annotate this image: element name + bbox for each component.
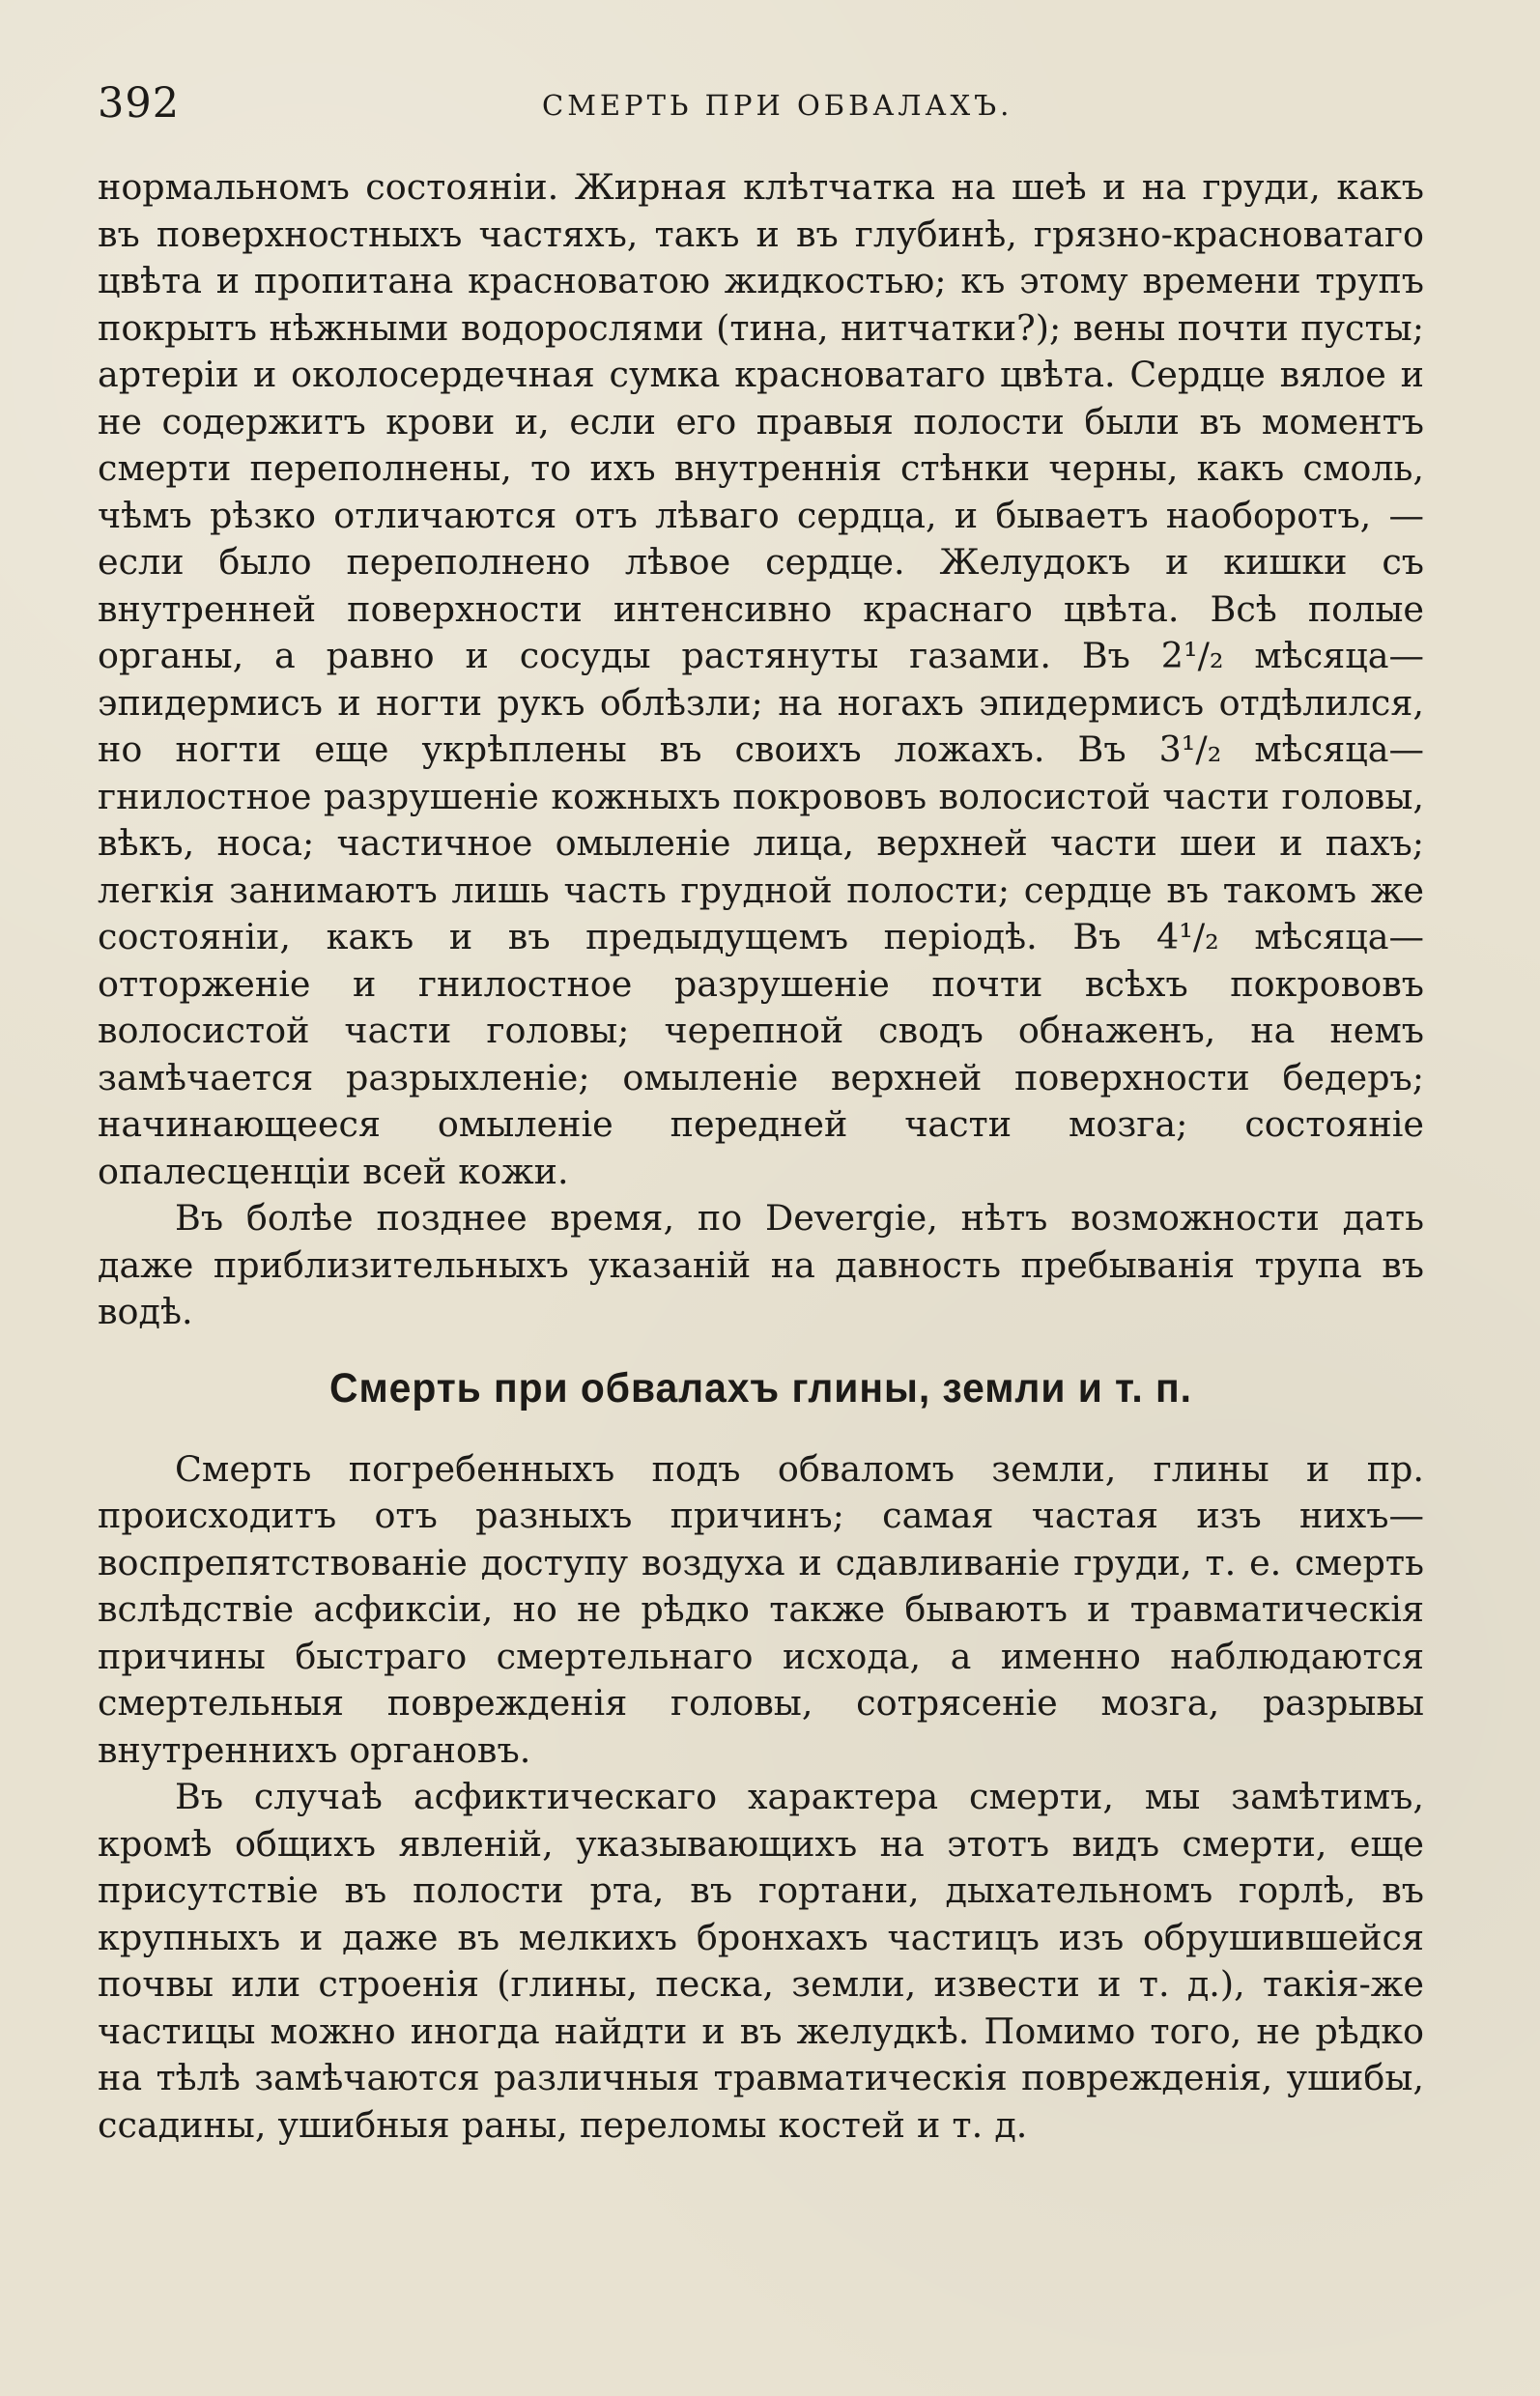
- page-number: 392: [98, 79, 181, 128]
- body-paragraph-causes: Смерть погребенныхъ подъ обваломъ земли, глины и пр. происходитъ отъ разныхъ причинъ; самая частая изъ нихъ—воспрепятствованіе доступу воздуха и сдавливаніе груди, т. е. смерть вслѣдствіе асфиксіи, но не рѣдко также бываютъ и травматическія причины быстраго смертельнаго исхода, а именно наблюдаются смертельныя поврежденія головы, сотрясеніе мозга, разрывы внутреннихъ органовъ.: [98, 1447, 1424, 1771]
- body-paragraph-devergie: Въ болѣе позднее время, по Devergie, нѣтъ возможности дать даже приблизительныхъ указаній на давность пребыванія трупа въ водѣ.: [98, 1197, 1424, 1332]
- page-content: [98, 164, 1424, 2149]
- running-head: СМЕРТЬ ПРИ ОБВАЛАХЪ.: [542, 89, 1013, 122]
- page-header: [98, 79, 1440, 137]
- body-paragraph-continued: нормальномъ состояніи. Жирная клѣтчатка на шеѣ и на груди, какъ въ поверхностныхъ частяхъ, такъ и въ глубинѣ, грязно-красноватаго цвѣта и пропитана красноватою жидкостью; къ этому времени трупъ покрытъ нѣжными водорослями (тина, нитчатки?); вены почти пусты; артеріи и околосердечная сумка красноватаго цвѣта. Сердце вялое и не содержитъ крови и, если его правыя полости были въ моментъ смерти переполнены, то ихъ внутреннія стѣнки черны, какъ смоль, чѣмъ рѣзко отличаются отъ лѣваго сердца, и бываетъ наоборотъ, — если было переполнено лѣвое сердце. Желудокъ и кишки съ внутренней поверхности интенсивно краснаго цвѣта. Всѣ полые органы, а равно и сосуды растянуты газами. Въ 2¹/₂ мѣсяца—эпидермисъ и ногти рукъ облѣзли; на ногахъ эпидермисъ отдѣлился, но ногти еще укрѣплены въ своихъ ложахъ. Въ 3¹/₂ мѣсяца—гнилостное разрушеніе кожныхъ покрововъ волосистой части головы, вѣкъ, носа; частичное омыленіе лица, верхней части шеи и пахъ; легкія занимаютъ лишь часть грудной полости; сердце въ такомъ же состояніи, какъ и въ предыдущемъ періодѣ. Въ 4¹/₂ мѣсяца—отторженіе и гнилостное разрушеніе почти всѣхъ покрововъ волосистой части головы; черепной сводъ обнаженъ, на немъ замѣчается разрыхленіе; омыленіе верхней поверхности бедеръ; начинающееся омыленіе передней части мозга; состояніе опалесценціи всей кожи.: [98, 166, 1424, 1192]
- section-title: Смерть при обвалахъ глины, земли и т. п.: [329, 1364, 1192, 1412]
- body-paragraph-asphyxia: Въ случаѣ асфиктическаго характера смерти, мы замѣтимъ, кромѣ общихъ явленій, указывающихъ на этотъ видъ смерти, еще присутствіе въ полости рта, въ гортани, дыхательномъ горлѣ, въ крупныхъ и даже въ мелкихъ бронхахъ частицъ изъ обрушившейся почвы или строенія (глины, песка, земли, извести и т. д.), такія-же частицы можно иногда найдти и въ желудкѣ. Помимо того, не рѣдко на тѣлѣ замѣчаются различныя травматическія поврежденія, ушибы, ссадины, ушибныя раны, переломы костей и т. д.: [98, 1776, 1424, 2146]
